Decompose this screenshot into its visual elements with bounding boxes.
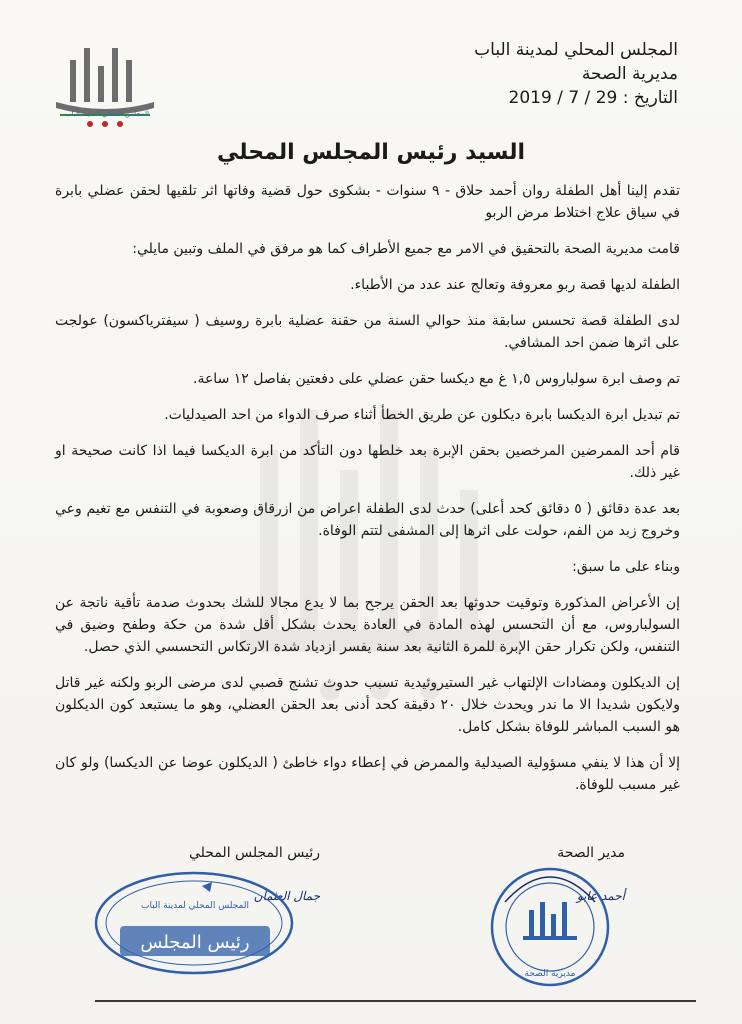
signature-name: جمال العثمان [253, 889, 320, 903]
document-date: التاريخ : 29 / 7 / 2019 [508, 88, 678, 108]
paragraph: تم تبديل ابرة الديكسا بابرة ديكلون عن طريق الخطأ أثناء صرف الدواء من احد الصيدليات. [164, 407, 680, 423]
paragraph: قام أحد الممرضين المرخصين بحقن الإبرة بعد خلطها دون التأكد من ابرة الديكسا فيما اذا كانت صحيحة او غير ذلك. [55, 443, 680, 481]
paragraph: تم وصف ابرة سولباروس ١,٥ غ مع ديكسا حقن عضلي على دفعتين بفاصل ١٢ ساعة. [193, 371, 680, 387]
stamp-title: رئيس المجلس [140, 932, 250, 953]
paragraph: قامت مديرية الصحة بالتحقيق في الامر مع جميع الأطراف كما هو مرفق في الملف وتبين مايلي: [132, 241, 680, 257]
letterhead [378, 38, 678, 110]
paragraph: إن الأعراض المذكورة وتوقيت حدوثها بعد الحقن يرجح بما لا يدع مجالا للشك بحدوث صدمة تأقية ناتجة عن السولباروس، مع أن التحسس لهذه المادة في العادة يحدث بشكل أقل شدة من حكة وطفح وضيق في التنفس، ولكن تكرار حقن الإبرة للمرة الثانية بعد سنة يفسر ازدياد شدة الارتكاس التحسسي الذي حصل. [55, 595, 680, 655]
council-stamp-icon [92, 868, 297, 978]
paragraph: إلا أن هذا لا ينفي مسؤولية الصيدلية والممرض في إعطاء دواء خاطئ ( الديكلون عوضا عن الديكسا) ولو كان غير مسبب للوفاة. [55, 755, 680, 793]
paragraph: لدى الطفلة قصة تحسس سابقة منذ حوالي السنة من حقنة عضلية بابرة روسيف ( سيفترياكسون) عولجت على اثرها ضمن احد المشافي. [55, 313, 680, 351]
paragraph: بعد عدة دقائق ( ٥ دقائق كحد أعلى) حدث لدى الطفلة اعراض من ازرقاق وصعوبة في التنفس مع تغيم وعي وخروج زبد من الفم، حولت على اثرها إلى المشفى لتتم الوفاة. [55, 501, 680, 539]
paragraph: إن الديكلون ومضادات الإلتهاب غير الستيروئيدية تسبب حدوث تشنج قصبي لدى مرضى الربو ولكنه غير قاتل ولايكون شديدا الا ما ندر ويحدث خلال ٢٠ دقيقة كحد أدنى بعد الحقن العضلي، وهو ما يستبعد كون الديكلون هو السبب المباشر للوفاة بشكل كامل. [55, 675, 680, 735]
signature-name: أحمد عابو [576, 889, 625, 903]
paragraph: الطفلة لديها قصة ربو معروفة وتعالج عند عدد من الأطباء. [350, 277, 680, 293]
paragraph: وبناء على ما سبق: [572, 559, 680, 575]
paragraph: تقدم إلينا أهل الطفلة روان أحمد حلاق - ٩ سنوات - بشكوى حول قضية وفاتها اثر تلقيها لحقن عضلي بابرة في سياق علاج اختلاط مرض الربو [55, 183, 680, 221]
letter-title: السيد رئيس المجلس المحلي [217, 140, 525, 165]
stamp-subtitle: المجلس المحلي لمدينة الباب [141, 901, 249, 911]
council-name: المجلس المحلي لمدينة الباب [474, 40, 678, 60]
letter-body [55, 180, 680, 810]
directorate-name: مديرية الصحة [581, 64, 678, 84]
health-directorate-stamp-icon [485, 862, 615, 992]
signature-title: مدير الصحة [557, 845, 625, 861]
stamp-title: مديرية الصحة [524, 969, 576, 979]
signature-title: رئيس المجلس المحلي [189, 845, 320, 861]
footer-divider [95, 1000, 696, 1002]
logo-caption: المجلس المحلي لمدينة الباب [65, 110, 149, 118]
